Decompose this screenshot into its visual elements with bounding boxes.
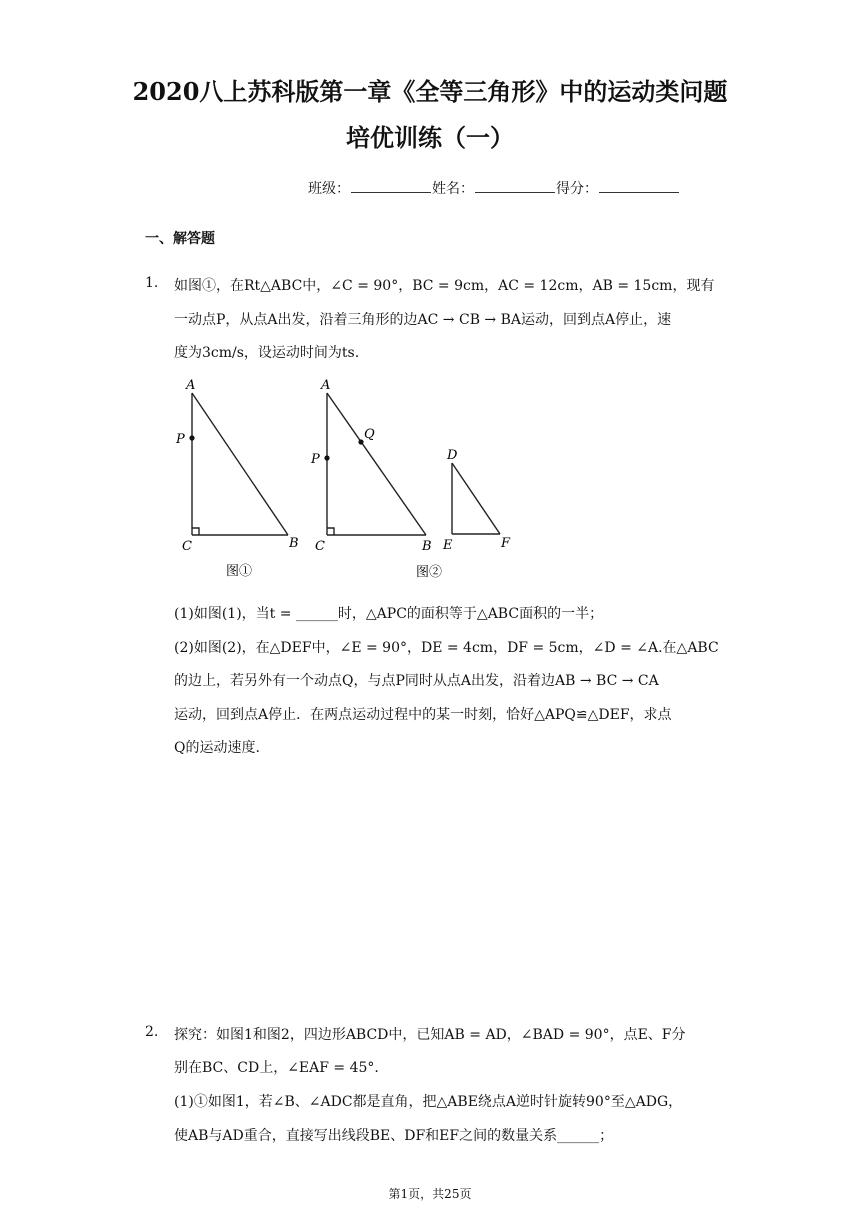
document-title-line2: 培优训练（一） [346,123,514,152]
q1-figure [170,375,540,590]
label-e: E [443,538,453,553]
page-footer: 第1页，共25页 [388,1187,472,1201]
name-label: 姓名： [432,181,474,197]
name-blank [475,180,555,193]
q1-line3: 度为3cm/s，设运动时间为ts. [174,345,360,361]
document-title-line1: 2020八上苏科版第一章《全等三角形》中的运动类问题 [132,77,728,106]
label-p-fig2: P [311,452,320,467]
label-c-fig2: C [315,539,325,554]
section-heading: 一、解答题 [145,231,215,247]
label-a-fig2: A [321,378,331,393]
label-p-fig1: P [176,432,185,447]
label-a-fig1: A [186,378,196,393]
point-p-fig1 [189,435,194,440]
fig2-caption: 图② [416,565,443,580]
label-f: F [501,536,511,551]
class-label: 班级： [308,181,350,197]
class-blank [351,180,431,193]
q2-line4: 使AB与AD重合，直接写出线段BE、DF和EF之间的数量关系______； [174,1128,614,1144]
label-b-fig2: B [422,539,432,554]
q1-part2-line2: 的边上，若另外有一个动点Q，与点P同时从点A出发，沿着边AB → BC → CA [174,673,659,689]
point-q-fig2 [358,439,363,444]
q1-part1: (1)如图(1)，当t = ______时，△APC的面积等于△ABC面积的一半； [174,606,604,622]
q1-part2-line4: Q的运动速度. [174,740,260,756]
q1-part2-line3: 运动，回到点A停止．在两点运动过程中的某一时刻，恰好△APQ≌△DEF，求点 [174,707,672,723]
label-q-fig2: Q [364,427,375,442]
figure2-triangle-def [452,463,500,534]
q2-line2: 别在BC、CD上，∠EAF = 45°. [174,1060,379,1076]
q2-line1: 探究：如图1和图2，四边形ABCD中，已知AB = AD，∠BAD = 90°，点E、F分 [174,1027,686,1043]
label-b-fig1: B [289,536,299,551]
score-blank [599,180,679,193]
q1-part2-line1: (2)如图(2)，在△DEF中，∠E = 90°，DE = 4cm，DF = 5cm，∠D = ∠A.在△ABC [174,640,719,656]
figure2-triangle-abc [327,393,426,535]
label-d: D [447,448,458,463]
q1-line1: 如图①，在Rt△ABC中，∠C = 90°，BC = 9cm，AC = 12cm，AB = 15cm，现有 [174,278,715,294]
q1-number: 1. [145,275,159,291]
student-info-row [308,178,680,198]
q1-line2: 一动点P，从点A出发，沿着三角形的边AC → CB → BA运动，回到点A停止，速 [174,312,672,328]
fig1-caption: 图① [226,564,253,579]
q2-line3: (1)①如图1，若∠B、∠ADC都是直角，把△ABE绕点A逆时针旋转90°至△ADG， [174,1094,683,1110]
label-c-fig1: C [182,539,192,554]
figure1-triangle [192,393,288,535]
q2-number: 2. [145,1024,159,1040]
score-label: 得分： [556,181,598,197]
point-p-fig2 [324,455,329,460]
